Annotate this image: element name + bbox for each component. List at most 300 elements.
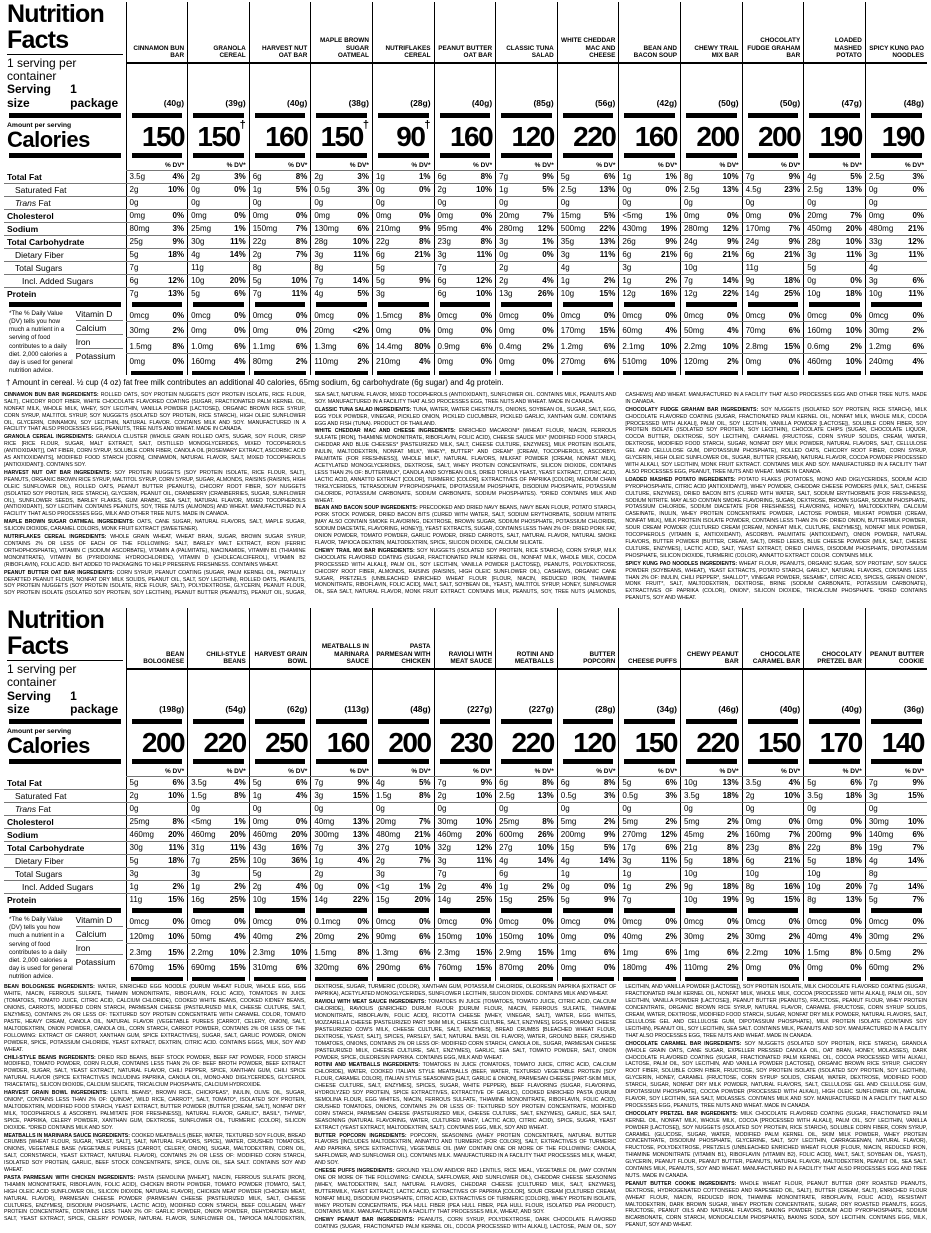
nutrient-value-cell <box>188 868 250 881</box>
nutrient-value <box>253 199 308 209</box>
dv-header-cell <box>865 158 927 171</box>
bottom-bar-cell <box>188 368 250 375</box>
nutrient-amount: 460mg <box>191 830 216 840</box>
micro-dv: 0% <box>912 310 924 320</box>
micro-value <box>561 343 616 353</box>
micro-value-cell <box>804 928 866 944</box>
nutrient-value <box>746 225 801 235</box>
micro-amount: 1.3mg <box>314 341 337 351</box>
nutrient-amount: 6g <box>745 250 755 260</box>
nutrient-amount: 0g <box>807 198 817 208</box>
micro-amount: 1.0mg <box>191 341 214 351</box>
bar-cell <box>865 111 927 118</box>
micro-value-cell <box>434 353 496 368</box>
micro-value-cell <box>557 353 619 368</box>
micro-value <box>253 933 308 943</box>
nutrient-amount: 1g <box>252 791 262 801</box>
micro-value <box>253 327 308 337</box>
nutrient-dv: 20% <box>476 830 493 840</box>
nutrient-value <box>253 251 308 261</box>
serving-weight-cell <box>865 63 927 111</box>
micro-value <box>376 327 431 337</box>
nutrient-amount: 10g <box>252 856 267 866</box>
product-name: HARVEST NUT OAT BAR <box>261 44 308 60</box>
nutrient-amount: 3g <box>314 791 324 801</box>
micro-value <box>130 358 185 368</box>
product-name-cell <box>126 2 188 63</box>
nutrient-value-cell <box>557 222 619 235</box>
nutrient-value-cell <box>742 855 804 868</box>
micro-dv: 15% <box>599 326 616 336</box>
nutrient-dv: 4% <box>295 882 308 892</box>
nutrient-value-cell <box>249 881 311 894</box>
nutrient-label: Protein <box>7 288 37 299</box>
nutrient-amount: 45mg <box>683 830 704 840</box>
micro-value-cell <box>434 913 496 928</box>
micro-dv: 0% <box>172 310 185 320</box>
product-name: CHEWY TRAIL MIX BAR <box>694 44 739 60</box>
nutrient-dv: 0% <box>234 211 246 221</box>
dv-header-cell <box>742 158 804 171</box>
nutrient-value <box>376 896 431 906</box>
calories-cell <box>311 118 373 151</box>
micro-dv: 6% <box>357 963 369 973</box>
calories-number: 150 <box>320 120 363 151</box>
nutrient-dv: 21% <box>414 250 431 260</box>
nutrient-value <box>438 870 493 880</box>
micro-value <box>622 949 677 959</box>
nutrient-value <box>746 173 801 183</box>
micro-amount: 0mg <box>560 963 577 973</box>
nutrient-dv: 1% <box>665 211 677 221</box>
nutrient-value-cell <box>804 881 866 894</box>
nutrient-dv: 9% <box>788 172 801 182</box>
serving-weight-cell <box>126 63 188 111</box>
bottom-bar-cell <box>126 974 188 981</box>
nutrient-value <box>191 792 246 802</box>
nutrient-dv: 26% <box>537 289 554 299</box>
nutrient-value-cell <box>557 855 619 868</box>
nutrient-value-cell <box>742 803 804 816</box>
micro-amount: 0mcg <box>807 916 827 926</box>
nutrient-dv: 11% <box>908 289 924 299</box>
bar-cell <box>188 717 250 724</box>
nutrient-value-cell <box>372 881 434 894</box>
nutrient-value-cell <box>496 183 558 196</box>
ingredient-text: SOY NUGGETS (ISOLATED SOY PROTEIN, RICE STARCH), GRANOLA (WHOLE GRAIN OATS, CANE SUGAR, EXPELLER PRESSED CANOLA OIL, OAT BRAN, HONEY, MOLASSES), DARK CHOCOLATE FLAVORED COATING (SUGAR, FRACTIONATED PALM KERNEL OIL, COCOA PROCESSED WITH ALKALI, LACTOSE, PALM OIL, SOY LECITHIN, AND VANILLA POWDER [LACTOSE]), ORGANIC BROWN RICE SYRUP, CHICORY ROOT FIBER, SOLUBLE CORN FIBER, FRUCTOSE, SOY PROTEIN ISOLATE (ISOLATED SOY PROTEIN, SOY LECITHIN), GLYCERIN, HONEY, CARAMEL (FRUCTOSE, CORN SYRUP SOLIDS, CREAM, WATER, DEXTROSE, MODIFIED FOOD STARCH, SUGAR, NONFAT DRY MILK POWDER, NATURAL FLAVORS, SALT, CELLULOSE GEL AND CELLULOSE GUM, DIPOTASSIUM PHOSPHATE), COCOA POWDER (PROCESSED WITH ALKALI), HIGH OLEIC SUNFLOWER OIL, NATURAL FLAVOR, SOY LECITHIN, SEA SALT, MOLASSES. CONTAINS MILK AND SOY. MANUFACTURED IN A FACILITY THAT ALSO PROCESSES EGG, PEANUTS, TREE NUTS AND WHEAT. MADE IN CANADA. <box>625 1040 927 1109</box>
nutrient-value-cell <box>372 829 434 842</box>
product-name-row <box>4 608 927 669</box>
micro-dv: <2% <box>352 326 369 336</box>
nutrient-dv: 5% <box>542 185 554 195</box>
nutrient-dv: 9% <box>357 778 369 788</box>
nutrient-dv: 13% <box>352 817 369 827</box>
nutrient-value-cell <box>126 790 188 803</box>
nutrient-value-cell <box>249 183 311 196</box>
nutrient-value <box>314 277 369 287</box>
serving-weight-cell <box>865 669 927 717</box>
nutrient-value-cell <box>619 803 681 816</box>
nutrient-amount: 2g <box>314 869 324 879</box>
nutrient-dv: 10% <box>291 276 308 286</box>
bar-cell <box>496 300 558 307</box>
nutrient-value <box>376 225 431 235</box>
calories-number: 140 <box>881 727 924 758</box>
nutrient-value-cell <box>619 235 681 248</box>
nutrient-value-cell <box>619 261 681 274</box>
micro-amount: 0mcg <box>375 916 396 926</box>
nutrient-amount: 7g <box>437 778 447 788</box>
micro-value-cell <box>619 959 681 974</box>
nutrition-facts-table <box>4 608 927 981</box>
micro-value <box>684 964 739 974</box>
nutrient-dv: 2% <box>542 882 554 892</box>
nutrient-value-cell <box>311 816 373 829</box>
nutrient-amount: 450mg <box>807 224 832 234</box>
micro-dv: 15% <box>229 963 246 973</box>
product-name: PEANUT BUTTER OAT BAR <box>438 44 493 60</box>
dv-header-cell <box>126 764 188 777</box>
nutrient-dv: 8% <box>542 778 554 788</box>
nutrient-value <box>561 225 616 235</box>
micro-amount: 1.2mg <box>560 341 583 351</box>
bar-cell <box>680 717 742 724</box>
nutrient-value <box>746 883 801 893</box>
nutrient-value <box>253 277 308 287</box>
micro-value-cell <box>619 307 681 322</box>
micro-dv: 6% <box>603 341 616 351</box>
nutrient-value-cell <box>865 209 927 222</box>
nutrient-value-cell <box>865 170 927 183</box>
nutrient-dv: 0% <box>603 882 616 892</box>
nutrient-label-cell <box>4 235 126 248</box>
nutrient-value <box>869 173 924 183</box>
micro-value <box>746 327 801 337</box>
micro-dv: 4% <box>912 357 924 367</box>
micro-amount: 30mg <box>868 932 889 942</box>
micro-amount: 30mg <box>745 932 766 942</box>
nutrient-amount: 3g <box>129 869 139 879</box>
nutrient-value <box>807 199 862 209</box>
nutrient-dv: 1% <box>234 224 246 234</box>
calories-cell <box>434 118 496 151</box>
nutrient-value <box>561 199 616 209</box>
serving-weight: (40g) <box>841 704 862 715</box>
nutrient-dv: 11% <box>230 843 246 853</box>
nutrient-value-cell <box>434 261 496 274</box>
nutrient-value <box>807 264 862 274</box>
nutrient-value-cell <box>557 196 619 209</box>
nutrient-value <box>314 251 369 261</box>
nutrient-amount: 10g <box>807 882 821 892</box>
nutrient-dv: 14% <box>352 276 369 286</box>
ingredient-paragraph <box>315 1133 617 1168</box>
dv-header-cell <box>496 764 558 777</box>
nutrient-value <box>314 870 369 880</box>
nutrient-value-cell <box>619 829 681 842</box>
micro-value <box>253 964 308 974</box>
nutrient-value-cell <box>865 261 927 274</box>
nutrient-amount: 3g <box>314 250 324 260</box>
nutrient-dv: 36% <box>291 856 308 866</box>
nutrient-value <box>253 779 308 789</box>
nutrient-value <box>191 844 246 854</box>
nutrient-value-cell <box>249 209 311 222</box>
calories-number: 150 <box>141 120 185 151</box>
nutrient-value-cell <box>804 235 866 248</box>
dagger-mark: † <box>362 118 369 131</box>
nutrient-dv: 14% <box>537 856 554 866</box>
micro-amount: 110mg <box>314 357 339 367</box>
micro-value <box>684 343 739 353</box>
nutrient-amount: 17g <box>622 843 636 853</box>
nutrient-amount: 4g <box>499 856 509 866</box>
nutrient-amount: 10g <box>868 289 883 299</box>
serving-weight-cell <box>249 63 311 111</box>
calories-cell <box>557 724 619 757</box>
micro-amount: 0mcg <box>745 916 766 926</box>
micro-dv: 0% <box>727 310 739 320</box>
micro-value <box>807 918 862 928</box>
nutrient-amount: 8g <box>807 895 817 905</box>
micro-amount: 40mg <box>252 932 273 942</box>
nutrient-amount: 4g <box>868 263 878 273</box>
nutrient-dv: 11% <box>476 856 493 866</box>
ingredient-paragraph <box>625 1181 927 1229</box>
nutrient-value <box>561 251 616 261</box>
micro-dv: 0% <box>234 310 246 320</box>
micro-dv: 0% <box>480 326 493 336</box>
dagger-mark: † <box>424 118 431 131</box>
calories-value <box>376 120 431 151</box>
nutrient-value <box>376 805 431 815</box>
nutrient-dv: 25% <box>784 289 801 299</box>
micro-amount: 1.3mg <box>375 947 399 957</box>
nutrient-value-cell <box>434 855 496 868</box>
micro-dv: 2% <box>295 932 308 942</box>
micro-amount: 0mg <box>745 963 762 973</box>
nutrient-amount: 8g <box>745 882 755 892</box>
micro-value <box>376 964 431 974</box>
nutrient-value <box>684 264 739 274</box>
nutrient-amount: 32g <box>437 843 451 853</box>
bar-cell <box>434 906 496 913</box>
nutrient-amount: 5g <box>375 276 385 286</box>
serving-weight: (38g) <box>348 97 369 108</box>
serving-weight: (40g) <box>163 97 185 108</box>
nutrient-value-cell <box>188 777 250 790</box>
micro-amount: 60mg <box>868 963 889 973</box>
nutrient-amount: 20mg <box>375 817 396 827</box>
ingredient-lead: BEAN AND BACON SOUP INGREDIENTS: <box>314 505 418 512</box>
nutrient-dv: 10% <box>352 237 369 247</box>
nutrient-value <box>499 831 554 841</box>
nutrient-value <box>314 212 369 222</box>
nutrient-amount: 2g <box>129 185 139 195</box>
micro-value <box>622 964 677 974</box>
bar-row <box>4 757 927 764</box>
micro-amount: 0mcg <box>499 916 519 926</box>
micro-amount: 180mg <box>622 963 647 973</box>
nutrient-amount: 5g <box>560 895 570 905</box>
nutrient-amount: 0.5g <box>560 791 577 801</box>
nutrient-amount: 4g <box>868 856 878 866</box>
nutrient-dv: 3% <box>357 843 369 853</box>
nutrient-dv: 1% <box>665 172 677 182</box>
serving-weight-cell <box>188 669 250 717</box>
nutrient-value-cell <box>804 222 866 235</box>
ingredient-paragraph <box>4 470 306 518</box>
nutrient-dv: 8% <box>295 237 308 247</box>
bar-cell <box>865 717 927 724</box>
product-name-cell <box>434 608 496 669</box>
micro-value-cell <box>126 338 188 354</box>
micro-dv: 0% <box>234 326 246 336</box>
serving-weight-row <box>4 63 927 111</box>
nutrient-value <box>869 277 924 287</box>
micro-dv: 0% <box>295 326 308 336</box>
nutrient-value-cell <box>311 287 373 300</box>
nutrient-value-cell <box>188 881 250 894</box>
micro-dv: 0% <box>850 963 862 973</box>
calories-value <box>314 729 369 757</box>
nutrient-value-cell <box>804 261 866 274</box>
nutrient-value <box>746 870 801 880</box>
nutrient-label: Incl. Added Sugars <box>22 881 94 892</box>
bottom-bar-cell <box>804 974 866 981</box>
serving-weight: (40g) <box>471 97 493 108</box>
micro-value <box>191 918 246 928</box>
micro-amount: 0.9mg <box>437 341 460 351</box>
nutrient-amount: 460mg <box>129 830 154 840</box>
ingredient-paragraph <box>315 505 617 546</box>
ingredient-text: DRIED RED BEANS, BEEF STOCK POWDER, BEEF FAT POWDER, FOOD STARCH MODIFIED, TOMATO POWDER, CORN FLOUR, CONTAINS LESS THAN 2% OF: BEEF BROTH POWDER, BEEF EXTRACT POWDER, SUGAR, SALT, YEAST EXTRACT, NATURAL FLAVOR, CHILI PEPPER, SPICE, XANTHAN GUM, CHILI SPICE NATURAL FLAVOR (SPICE EXTRACTIVES INCLUDING PAPRIKA, CANOLA OIL, MONO-AND DIGLYCERIDES, GLYCEROL TRIACETATE), SILICON DIOXIDE, CALCIUM SILICATE, TRICALCIUM PHOSPHATE, CALCIUM HYDROXIDE. <box>4 1054 306 1089</box>
micro-value <box>191 933 246 943</box>
bottom-bar-cell <box>249 368 311 375</box>
micro-value <box>314 918 369 928</box>
nutrient-amount: 0g <box>499 198 509 208</box>
nutrient-amount: 0mg <box>252 211 269 221</box>
dagger-mark: † <box>239 118 246 131</box>
micro-amount: 0.6mg <box>807 341 830 351</box>
nutrition-facts-table <box>4 2 927 375</box>
nutrient-value <box>499 212 554 222</box>
micro-value <box>499 358 554 368</box>
nutrient-value-cell <box>865 248 927 261</box>
micro-dv: 6% <box>603 947 616 957</box>
dv-header-row <box>4 764 927 777</box>
nutrient-label-cell <box>4 868 126 881</box>
bar-cell <box>311 757 373 764</box>
nutrient-value <box>561 896 616 906</box>
micro-value-cell <box>619 338 681 354</box>
micro-dv: 0% <box>850 310 862 320</box>
micro-amount: 210mg <box>375 357 401 367</box>
nutrient-amount: 0g <box>314 804 324 814</box>
nutrient-value-cell <box>126 222 188 235</box>
micro-dv: 0% <box>295 916 308 926</box>
micro-dv: 6% <box>788 326 801 336</box>
micronutrient-row <box>4 928 927 944</box>
serving-weight-cell <box>680 63 742 111</box>
ingredient-text: CORN SYRUP, PEANUT COATING (SUGAR, PALM KERNEL OIL, PARTIALLY DEFATTED PEANUT FLOUR, NONFAT DRY MILK SOLIDS, PEANUT OIL, SALT, SOY LECITHIN), ROLLED OATS, PEANUTS, SOY PROTEIN NUGGETS (SOY PROTEIN ISOLATE, RICE FLOUR, SALT), POLYDEXTROSE, GLYCERIN, PEANUT FLOUR, SOY PROTEIN ISOLATE (ISOLATED SOY PROTEIN, SOY LECITHIN), PEANUT BUTTER (PEANUTS), PEANUT OIL, SUGAR, SEA SALT, NATURAL FLAVOR, MIXED TOCOPHEROLS (ANTIOXIDANT), SUNFLOWER OIL. CONTAINS MILK, PEANUTS AND SOY. MANUFACTURED IN A FACILITY THAT ALSO PROCESSES EGG, TREE NUTS AND WHEAT. MADE IN CANADA. <box>4 391 617 597</box>
nutrient-row <box>4 829 927 842</box>
micro-dv: 0% <box>850 916 862 926</box>
calories-number: 160 <box>634 120 677 151</box>
nutrient-value-cell <box>619 868 681 881</box>
micro-amount: 0mcg <box>314 310 334 320</box>
micro-dv: 6% <box>418 932 431 942</box>
nutrient-label-cell <box>4 790 126 803</box>
nutrient-value-cell <box>434 777 496 790</box>
nutrient-value-cell <box>372 842 434 855</box>
nutrient-amount: 7g <box>499 172 509 182</box>
nutrient-amount: 8g <box>683 172 693 182</box>
nutrient-dv: 18% <box>722 882 739 892</box>
nutrient-dv: 10% <box>537 843 554 853</box>
serving-weight: (198g) <box>159 704 185 715</box>
nutrient-value <box>807 831 862 841</box>
nutrient-amount: 270mg <box>622 830 647 840</box>
nutrient-dv: 13% <box>599 185 616 195</box>
calories-number: 120 <box>511 120 554 151</box>
micro-dv: 2% <box>172 326 185 336</box>
nutrient-amount: 20mg <box>807 211 828 221</box>
calories-number: 150 <box>197 120 240 151</box>
micro-amount: 1.5mg <box>129 341 152 351</box>
micro-value-cell <box>434 338 496 354</box>
micro-label: Calcium <box>76 927 123 941</box>
nutrient-amount: 5g <box>129 778 139 788</box>
serving-weight: (54g) <box>225 704 246 715</box>
nutrient-value-cell <box>619 790 681 803</box>
calories-value <box>253 120 308 151</box>
micro-dv: 6% <box>357 341 369 351</box>
nutrient-value-cell <box>126 261 188 274</box>
product-name-cell <box>619 608 681 669</box>
nutrient-value-cell <box>126 881 188 894</box>
nutrient-dv: 13% <box>168 289 185 299</box>
ingredient-lead: LOADED MASHED POTATO INGREDIENTS: <box>625 476 736 483</box>
micro-value-cell <box>434 322 496 338</box>
nutrient-value <box>499 792 554 802</box>
micro-amount: 0mg <box>375 326 392 336</box>
nutrient-value <box>499 857 554 867</box>
micro-amount: 120mg <box>683 357 709 367</box>
calories-number: 190 <box>881 120 924 151</box>
nutrient-value-cell <box>619 777 681 790</box>
dv-header: % DV* <box>473 768 493 776</box>
bar-cell <box>742 757 804 764</box>
micro-value <box>253 312 308 322</box>
nutrient-amount: 26g <box>622 237 636 247</box>
micro-value <box>622 918 677 928</box>
nutrient-row <box>4 777 927 790</box>
nutrient-value-cell <box>742 790 804 803</box>
micro-dv: 2% <box>357 932 369 942</box>
micro-dv: 0% <box>172 357 185 367</box>
nutrient-amount: 0g <box>868 185 878 195</box>
nutrient-dv: 15% <box>599 289 616 299</box>
nutrient-amount: 600mg <box>499 830 524 840</box>
nutrient-value-cell <box>742 274 804 287</box>
nutrient-dv: 16% <box>784 882 801 892</box>
dv-header-cell <box>742 764 804 777</box>
nutrient-value <box>376 779 431 789</box>
nutrient-amount: 5g <box>868 895 878 905</box>
product-name-cell <box>804 2 866 63</box>
bar-cell <box>619 717 681 724</box>
